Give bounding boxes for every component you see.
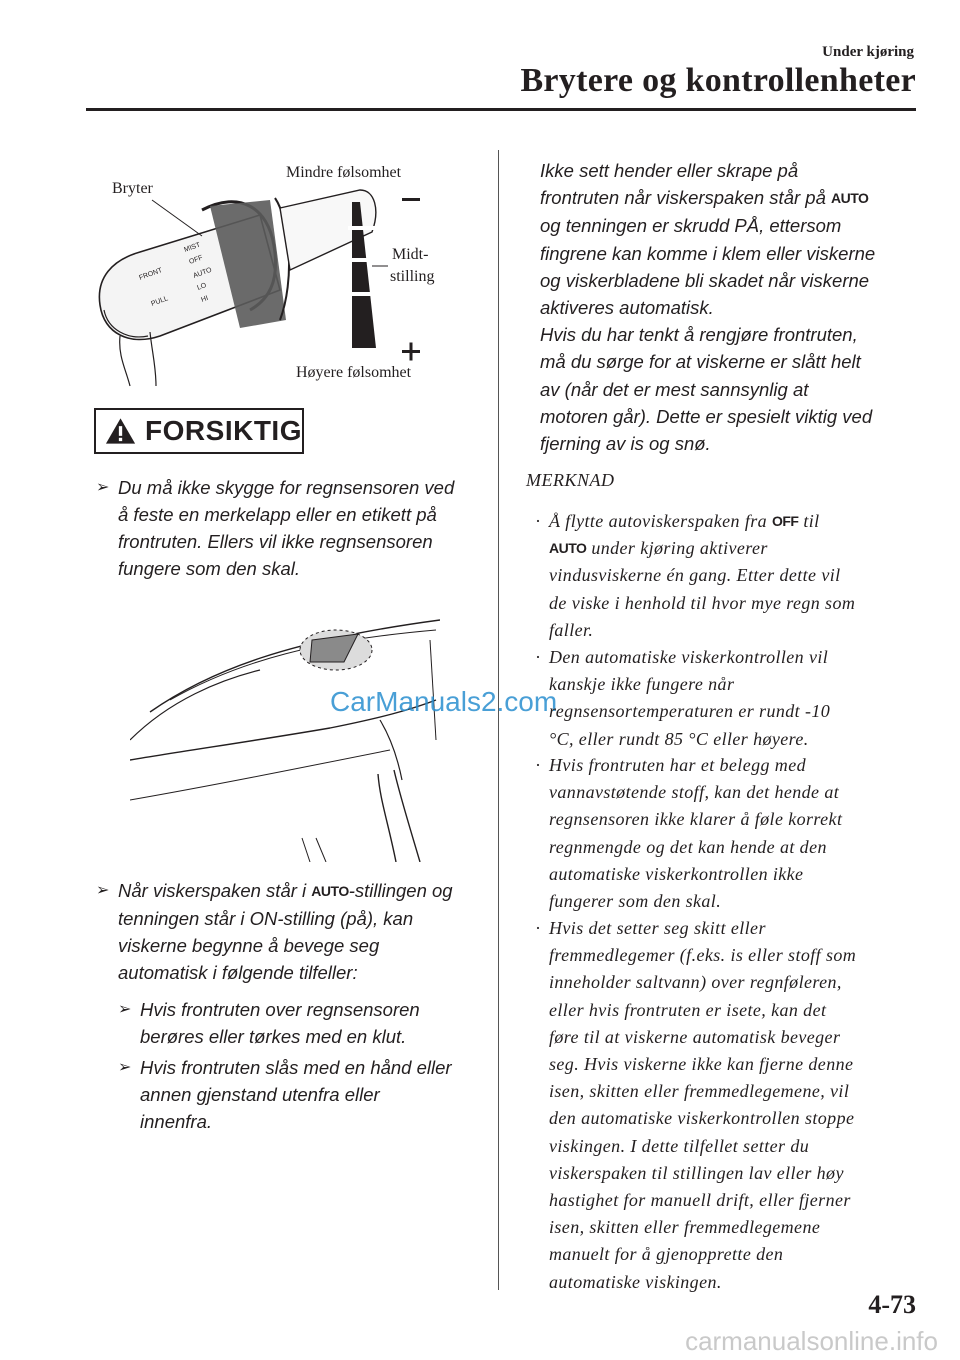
item2-line-3: viskerne begynne å bevege seg xyxy=(118,935,380,956)
note3-line-1: Hvis frontruten har et belegg med xyxy=(549,755,806,775)
footer-watermark: carmanualsonline.info xyxy=(685,1326,938,1356)
sub2-line-3: innenfra. xyxy=(140,1111,212,1132)
label-stilling: stilling xyxy=(390,268,435,285)
off-badge: OFF xyxy=(771,513,799,529)
item1-line-1: Du må ikke skygge for regnsensoren ved xyxy=(118,477,455,498)
note-bullet: · xyxy=(535,511,542,531)
note3-line-2: vannavstøtende stoff, kan det hende at xyxy=(549,782,840,803)
right-line-8: må du sørge for at viskerne er slått helt xyxy=(540,351,861,373)
bullet-arrow-icon: ➢ xyxy=(118,1059,132,1076)
note4-line-7: isen, skitten eller fremmedlegemene, vil xyxy=(549,1081,850,1102)
label-hoyere-folsomhet: Høyere følsomhet xyxy=(296,364,412,381)
note-1 xyxy=(535,508,919,644)
auto-badge: AUTO xyxy=(831,190,869,207)
note1-line-3: vindusviskerne én gang. Etter dette vil xyxy=(549,565,841,586)
note2-line-3: regnsensortemperaturen er rundt -10 xyxy=(549,701,831,722)
svg-text:LO: LO xyxy=(196,282,208,292)
note3-line-5: automatiske viskerkontrollen ikke xyxy=(549,863,804,884)
note-2 xyxy=(535,644,919,753)
right-line-10: motoren går). Dette er spesielt viktig ved xyxy=(540,405,873,427)
note4-line-3: inneholder saltvann) over regnføleren, xyxy=(549,972,842,993)
sub1-line-1: Hvis frontruten over regnsensoren xyxy=(140,999,420,1020)
caution-label: FORSIKTIG xyxy=(145,415,302,446)
right-line-5: og viskerbladene bli skadet når viskerne xyxy=(540,269,870,291)
note1-line-1 xyxy=(549,508,919,535)
note2-line-4: °C, eller rundt 85 °C eller høyere. xyxy=(549,728,809,749)
note4-line-2: fremmedlegemer (f.eks. is eller stoff som xyxy=(549,945,857,966)
note1-line-2 xyxy=(549,535,919,562)
sub1-line-2: berøres eller tørkes med en klut. xyxy=(140,1026,407,1047)
note4-line-1: Hvis det setter seg skitt eller xyxy=(549,918,766,938)
svg-text:FRONT: FRONT xyxy=(138,267,164,282)
bullet-arrow-icon: ➢ xyxy=(96,882,110,899)
caution-continuation xyxy=(540,157,920,457)
note3-line-3: regnsensoren ikke klarer å føle korrekt xyxy=(549,809,843,830)
item2-line-2: tenningen står i ON-stilling (på), kan xyxy=(118,908,414,929)
note-bullet: · xyxy=(535,918,542,938)
bullet-arrow-icon: ➢ xyxy=(96,479,110,496)
caution-box xyxy=(94,408,304,454)
windshield-figure xyxy=(130,600,440,862)
sub2-line-1: Hvis frontruten slås med en hånd eller xyxy=(140,1057,452,1078)
windshield-illustration xyxy=(130,600,440,862)
warning-triangle-icon xyxy=(104,416,137,446)
svg-text:MIST: MIST xyxy=(183,241,202,254)
sub-item-1 xyxy=(118,996,490,1050)
item2-prefix: Når viskerspaken står i xyxy=(118,880,312,901)
note-bullet: · xyxy=(535,647,542,667)
right-line-6: aktiveres automatisk. xyxy=(540,297,714,319)
bullet-arrow-icon: ➢ xyxy=(118,1001,132,1018)
note-3 xyxy=(535,752,919,915)
note4-line-9: viskingen. I dette tilfellet setter du xyxy=(549,1135,810,1156)
note4-line-12: isen, skitten eller fremmedlegemene xyxy=(549,1217,821,1238)
right-line-3: og tenningen er skrudd PÅ, ettersom xyxy=(540,215,842,237)
note3-line-4: regnmengde og det kan hende at den xyxy=(549,836,827,857)
item1-line-2: å feste en merkelapp eller en etikett på xyxy=(118,504,437,525)
item1-line-3: frontruten. Ellers vil ikke regnsensoren xyxy=(118,531,433,552)
item2-suffix: -stillingen og xyxy=(348,880,453,901)
label-bryter: Bryter xyxy=(112,180,153,197)
page-number: 4-73 xyxy=(868,1290,916,1319)
note4-line-4: eller hvis frontruten er isete, kan det xyxy=(549,999,827,1020)
note1-line2-text: under kjøring aktiverer xyxy=(586,538,768,559)
sub2-line-2: annen gjenstand utenfra eller xyxy=(140,1084,380,1105)
note4-line-13: manuelt for å gjenopprette den xyxy=(549,1244,784,1265)
right-line-7: Hvis du har tenkt å rengjøre frontruten, xyxy=(540,324,858,346)
note1-line-4: de viske i henhold til hvor mye regn som xyxy=(549,592,856,613)
note4-line-10: viskerspaken til stillingen lav eller høy xyxy=(549,1162,844,1183)
right-line-4: fingrene kan komme i klem eller viskerne xyxy=(540,242,876,264)
note4-line-6: seg. Hvis viskerne ikke kan fjerne denne xyxy=(549,1054,854,1075)
note-4 xyxy=(535,915,919,1296)
note-bullet: · xyxy=(535,755,542,775)
note4-line-14: automatiske viskingen. xyxy=(549,1271,722,1292)
right-line-2 xyxy=(540,184,920,212)
right-line-2-prefix: frontruten når viskerspaken står på xyxy=(540,187,832,209)
right-line-1: Ikke sett hender eller skrape på xyxy=(540,160,799,181)
caution-item-2 xyxy=(96,877,488,986)
item2-line-4: automatisk i følgende tilfeller: xyxy=(118,962,358,983)
header-rule xyxy=(86,108,916,111)
note4-line-8: den automatiske viskerkontrollen stoppe xyxy=(549,1108,855,1129)
note4-line-11: hastighet for manuell drift, eller fjerner xyxy=(549,1190,851,1211)
svg-text:HI: HI xyxy=(200,294,210,304)
note1-prefix: Å flytte autoviskerspaken fra xyxy=(549,511,772,531)
auto-badge: AUTO xyxy=(311,883,349,899)
note1-line-5: faller. xyxy=(549,619,594,640)
right-line-11: fjerning av is og snø. xyxy=(540,433,711,455)
note4-line-5: føre til at viskerne automatisk beveger xyxy=(549,1026,841,1047)
note2-line-1: Den automatiske viskerkontrollen vil xyxy=(549,647,829,667)
wiper-lever-figure xyxy=(90,160,450,390)
label-mindre-folsomhet: Mindre følsomhet xyxy=(286,164,402,181)
merknad-heading: MERKNAD xyxy=(526,470,615,490)
watermark-carmanuals2: CarManuals2.com xyxy=(330,686,558,717)
sub-item-2 xyxy=(118,1054,490,1135)
svg-text:AUTO: AUTO xyxy=(192,266,213,280)
label-midt: Midt- xyxy=(392,246,429,263)
item1-line-4: fungere som den skal. xyxy=(118,558,301,579)
note3-line-6: fungerer som den skal. xyxy=(549,891,722,912)
auto-badge: AUTO xyxy=(549,540,587,557)
item2-line-1 xyxy=(118,877,488,905)
note1-mid: til xyxy=(798,511,820,531)
header-section-label: Under kjøring xyxy=(822,44,914,60)
right-line-9: av (når det er mest sannsynlig at xyxy=(540,378,809,400)
column-divider xyxy=(498,150,499,1290)
page-title: Brytere og kontrollenheter xyxy=(520,62,916,99)
svg-text:OFF: OFF xyxy=(188,254,204,266)
caution-item-1 xyxy=(96,474,488,582)
svg-text:PULL: PULL xyxy=(150,295,170,308)
note2-line-2: kanskje ikke fungere når xyxy=(549,674,735,695)
